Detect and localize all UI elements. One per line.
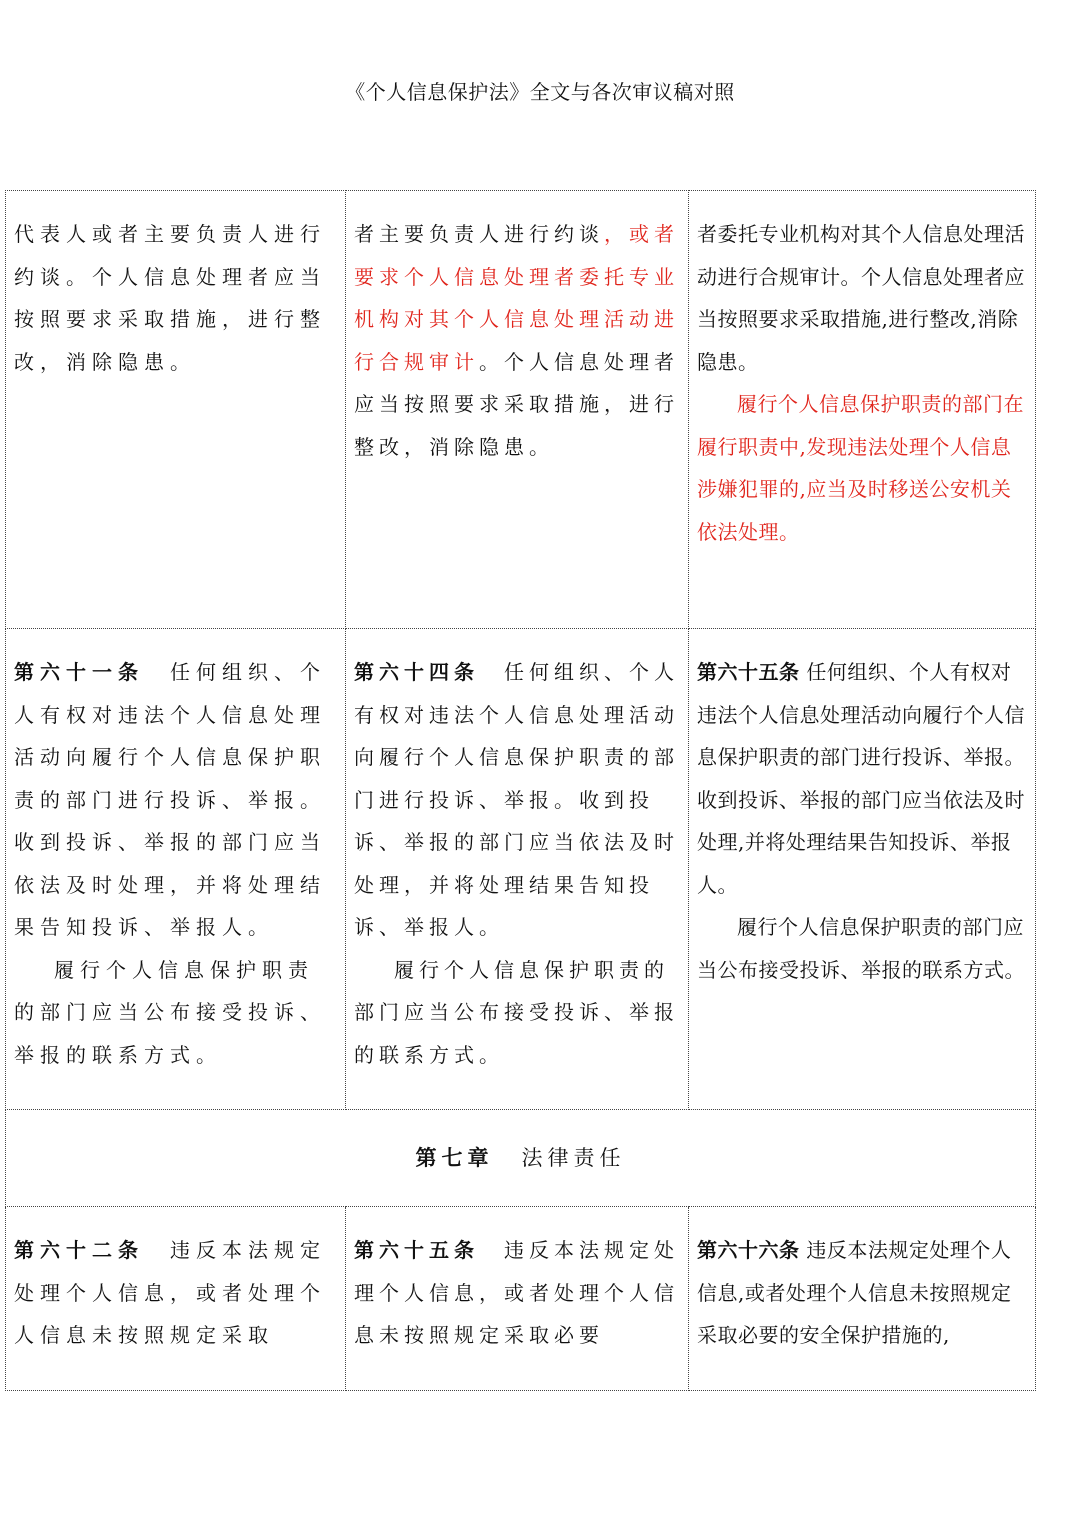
cell-final-text: [689, 1207, 1036, 1391]
cell-final-text: [689, 191, 1036, 629]
chapter-number: 第七章: [415, 1144, 494, 1170]
article-number: 第六十二条: [14, 1238, 144, 1262]
table-row: [6, 191, 1036, 629]
cell-second-draft: [346, 191, 689, 629]
article-number: 第六十四条: [354, 660, 479, 684]
comparison-table: [5, 190, 1036, 1391]
text-segment: 任何组织、个人有权对违法个人信息处理活动向履行个人信息保护职责的部门进行投诉、举报。收到投诉、举报的部门应当依法及时处理,并将处理结果告知投诉、举报人。: [697, 660, 1025, 897]
article-text: [354, 213, 680, 468]
article-number: 第六十五条: [697, 660, 800, 684]
cell-original-draft: [6, 1207, 346, 1391]
chapter-heading: [6, 1110, 1036, 1207]
page-title: 《个人信息保护法》全文与各次审议稿对照: [345, 80, 735, 104]
article-text: 者委托专业机构对其个人信息处理活动进行合规审计。个人信息处理者应当按照要求采取措施,进行整改,消除隐患。: [697, 222, 1025, 374]
article-text: [697, 1229, 1027, 1357]
article-number: 第六十一条: [14, 660, 144, 684]
revised-text: ，或者要求个人信息处理者委托专业机构对其个人信息处理活动进行合规审计: [354, 222, 679, 374]
cell-original-draft: [6, 191, 346, 629]
article-text: [697, 651, 1027, 906]
text-segment: 者主要负责人进行约谈: [354, 222, 604, 246]
article-text: 履行个人信息保护职责的部门应当公布接受投诉、举报的联系方式。: [354, 957, 679, 1067]
article-text: 履行个人信息保护职责的部门应当公布接受投诉、举报的联系方式。: [697, 915, 1025, 982]
cell-original-draft: [6, 629, 346, 1110]
text-segment: 违反本法规定处理个人信息，或者处理个人信息未按照规定采取必要: [354, 1238, 679, 1347]
article-text: 代表人或者主要负责人进行约谈。个人信息处理者应当按照要求采取措施，进行整改，消除隐患。: [14, 222, 326, 374]
article-text: [354, 1229, 680, 1357]
cell-final-text: [689, 629, 1036, 1110]
revised-text: 履行个人信息保护职责的部门在履行职责中,发现违法处理个人信息涉嫌犯罪的,应当及时移送公安机关依法处理。: [697, 392, 1024, 544]
article-text: [354, 651, 680, 949]
table-row: [6, 629, 1036, 1110]
table-row: [6, 1110, 1036, 1207]
article-text: [14, 651, 337, 949]
article-text: [14, 1229, 337, 1357]
text-segment: 任何组织、个人有权对违法个人信息处理活动向履行个人信息保护职责的部门进行投诉、举报。收到投诉、举报的部门应当依法及时处理，并将处理结果告知投诉、举报人。: [14, 660, 326, 939]
article-number: 第六十六条: [697, 1238, 800, 1262]
text-segment: 。个人信息处理者应当按照要求采取措施，进行整改，消除隐患。: [354, 349, 679, 459]
chapter-title: 法律责任: [521, 1145, 626, 1170]
table-row: [6, 1207, 1036, 1391]
cell-second-draft: [346, 1207, 689, 1391]
cell-second-draft: [346, 629, 689, 1110]
article-text: 履行个人信息保护职责的部门应当公布接受投诉、举报的联系方式。: [14, 957, 326, 1067]
text-segment: 任何组织、个人有权对违法个人信息处理活动向履行个人信息保护职责的部门进行投诉、举报。收到投诉、举报的部门应当依法及时处理，并将处理结果告知投诉、举报人。: [354, 660, 679, 939]
article-number: 第六十五条: [354, 1238, 479, 1262]
text-segment: 违反本法规定处理个人信息，或者处理个人信息未按照规定采取: [14, 1238, 326, 1347]
text-segment: 违反本法规定处理个人信息,或者处理个人信息未按照规定采取必要的安全保护措施的,: [697, 1238, 1012, 1347]
